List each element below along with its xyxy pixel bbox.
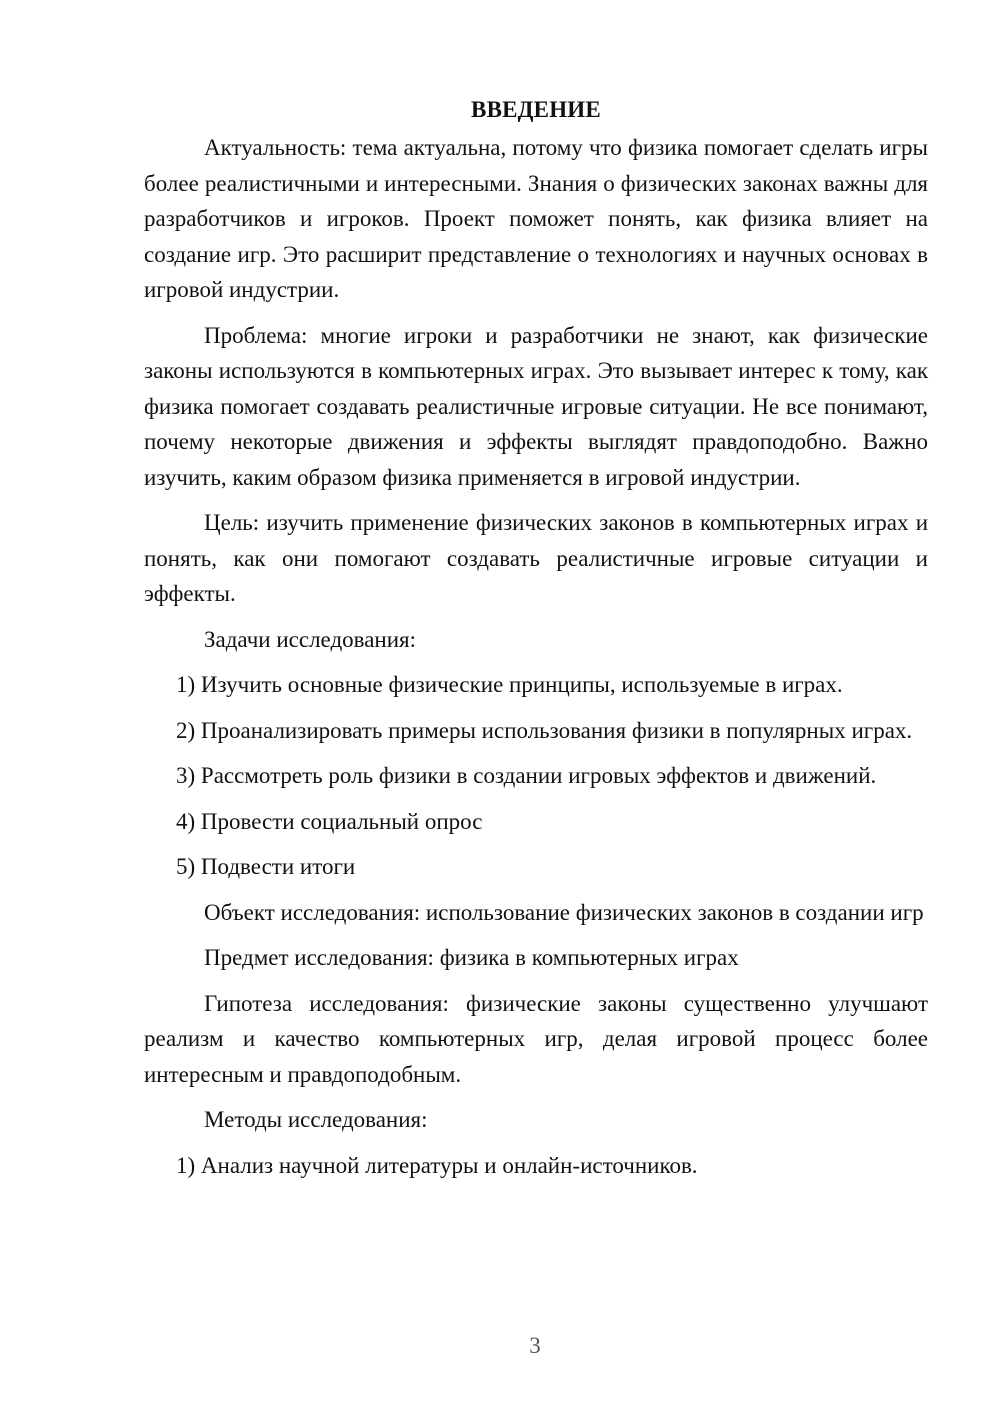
paragraph-subject: Предмет исследования: физика в компьютерных играх [204,945,739,970]
section-heading: ВВЕДЕНИЕ [471,97,601,122]
page-number: 3 [529,1333,541,1358]
paragraph-relevance: Актуальность: тема актуальна, потому что физика помогает сделать игры более реалистичными и интересными. Знания о физических законах важны для разработчиков и игроков. Проект поможет понять, как физика влияет на создание игр. Это расширит представление о технологиях и научных основах в игровой индустрии. [144,135,928,302]
page-content [144,92,928,1193]
task-item-1: 1) Изучить основные физические принципы, используемые в играх. [176,672,843,697]
method-item-1: 1) Анализ научной литературы и онлайн-источников. [176,1152,698,1178]
paragraph-goal: Цель: изучить применение физических законов в компьютерных играх и понять, как они помогают создавать реалистичные игровые ситуации и эффекты. [144,510,928,606]
paragraph-object: Объект исследования: использование физических законов в создании игр [204,899,924,925]
paragraph-hypothesis: Гипотеза исследования: физические законы существенно улучшают реализм и качество компьютерных игр, делая игровой процесс более интересным и правдоподобным. [144,990,928,1087]
task-item-2: 2) Проанализировать примеры использования физики в популярных играх. [176,717,913,743]
task-item-3: 3) Рассмотреть роль физики в создании игровых эффектов и движений. [176,763,877,788]
paragraph-methods-heading: Методы исследования: [204,1107,428,1132]
paragraph-problem: Проблема: многие игроки и разработчики не знают, как физические законы используются в компьютерных играх. Это вызывает интерес к тому, как физика помогает создавать реалистичные игровые ситуации. Не все понимают, почему некоторые движения и эффекты выглядят правдоподобно. Важно изучить, каким образом физика применяется в игровой индустрии. [144,322,928,490]
task-item-5: 5) Подвести итоги [176,854,356,879]
task-item-4: 4) Провести социальный опрос [176,808,483,834]
paragraph-tasks-heading: Задачи исследования: [204,626,417,652]
